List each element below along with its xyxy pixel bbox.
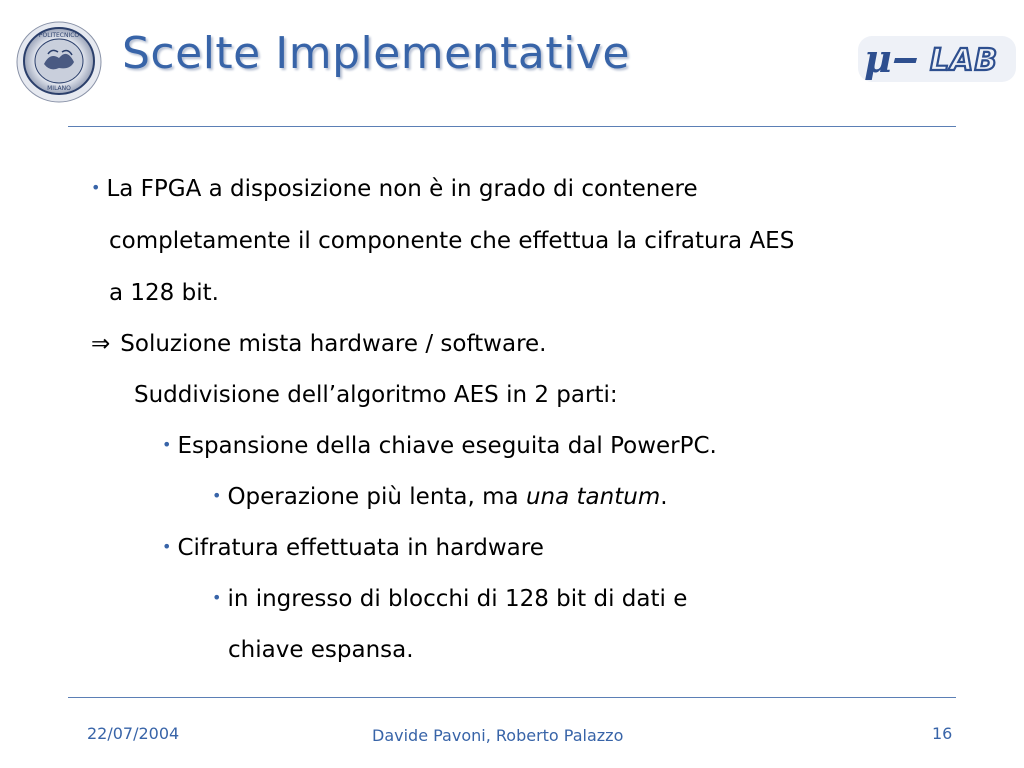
list-item	[162, 534, 544, 564]
line-text: La FPGA a disposizione non è in grado di contenere	[106, 176, 698, 202]
logo-text-top: POLITECNICO	[38, 32, 80, 39]
bullet-icon: •	[162, 435, 172, 454]
header-rule	[68, 126, 956, 127]
line-text-continued: chiave espansa.	[228, 637, 414, 663]
line-text: Soluzione mista hardware / software.	[120, 331, 547, 357]
list-item	[91, 330, 546, 358]
mu-lab-logo	[858, 32, 1018, 86]
line-text-continued: a 128 bit.	[109, 280, 219, 306]
line-text: in ingresso di blocchi di 128 bit di dati e	[227, 586, 688, 612]
list-item	[162, 432, 717, 462]
line-text-continued: completamente il componente che effettua la cifratura AES	[109, 228, 795, 254]
list-item	[212, 483, 668, 513]
line-text: Espansione della chiave eseguita dal PowerPC.	[177, 433, 717, 459]
line-text-continued: Suddivisione dell’algoritmo AES in 2 parti:	[134, 382, 618, 408]
line-text: .	[660, 484, 668, 510]
bullet-icon: •	[162, 537, 172, 556]
politecnico-logo	[14, 18, 104, 104]
list-item	[212, 585, 687, 615]
implies-arrow-icon: ⇒	[91, 331, 111, 357]
line-text: Cifratura effettuata in hardware	[177, 535, 544, 561]
line-text-italic: una tantum	[525, 484, 661, 510]
footer-authors: Davide Pavoni, Roberto Palazzo	[372, 726, 624, 745]
logo-text-bottom: MILANO	[47, 85, 71, 92]
logo-lab: LAB	[930, 43, 999, 78]
bullet-icon: •	[212, 588, 222, 607]
line-text: Operazione più lenta, ma	[227, 484, 526, 510]
footer-date: 22/07/2004	[87, 724, 180, 743]
slide-title: Scelte Implementative	[122, 28, 630, 79]
logo-mu: μ	[864, 36, 892, 81]
footer-rule	[68, 697, 956, 698]
footer-page-number: 16	[932, 724, 953, 743]
bullet-icon: •	[91, 178, 101, 197]
bullet-icon: •	[212, 486, 222, 505]
list-item	[91, 175, 698, 205]
